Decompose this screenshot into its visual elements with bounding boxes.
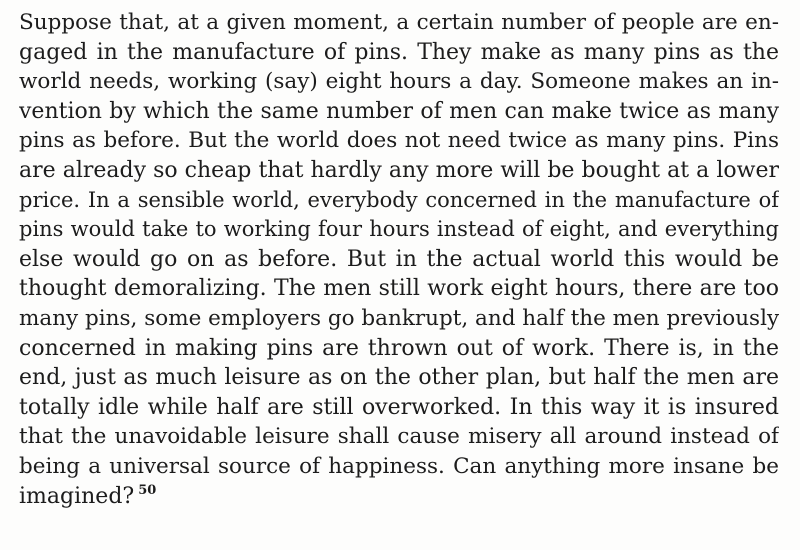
text-line: concerned in making pins are thrown out of work. There is, in the bbox=[19, 335, 779, 361]
text-line: that the unavoidable leisure shall cause misery all around instead of bbox=[19, 424, 779, 450]
text-line: Suppose that, at a given moment, a certain number of people are en- bbox=[19, 10, 779, 35]
text-line: price. In a sensible world, everybody concerned in the manufacture of bbox=[19, 187, 779, 212]
text-line: gaged in the manufacture of pins. They make as many pins as the bbox=[19, 39, 779, 65]
text-line: are already so cheap that hardly any more will be bought at a lower bbox=[19, 157, 779, 183]
text-line: being a universal source of happiness. Can anything more insane be bbox=[19, 453, 779, 479]
text-line: totally idle while half are still overworked. In this way it is insured bbox=[19, 394, 779, 420]
text-line: thought demoralizing. The men still work eight hours, there are too bbox=[19, 276, 779, 302]
text-line: world needs, working (say) eight hours a day. Someone makes an in- bbox=[19, 69, 779, 95]
text-line-last bbox=[19, 482, 779, 512]
text-line: vention by which the same number of men can make twice as many bbox=[19, 98, 779, 124]
text-line: else would go on as before. But in the actual world this would be bbox=[19, 246, 779, 272]
text-line: end, just as much leisure as on the other plan, but half the men are bbox=[19, 365, 779, 391]
text-line: pins as before. But the world does not need twice as many pins. Pins bbox=[19, 128, 779, 154]
footnote-marker: 50 bbox=[138, 483, 157, 499]
text-line: pins would take to working four hours instead of eight, and everything bbox=[19, 217, 779, 242]
text-line: many pins, some employers go bankrupt, and half the men previously bbox=[19, 305, 779, 331]
passage-text bbox=[19, 8, 779, 511]
last-line-text: imagined? bbox=[19, 483, 135, 509]
